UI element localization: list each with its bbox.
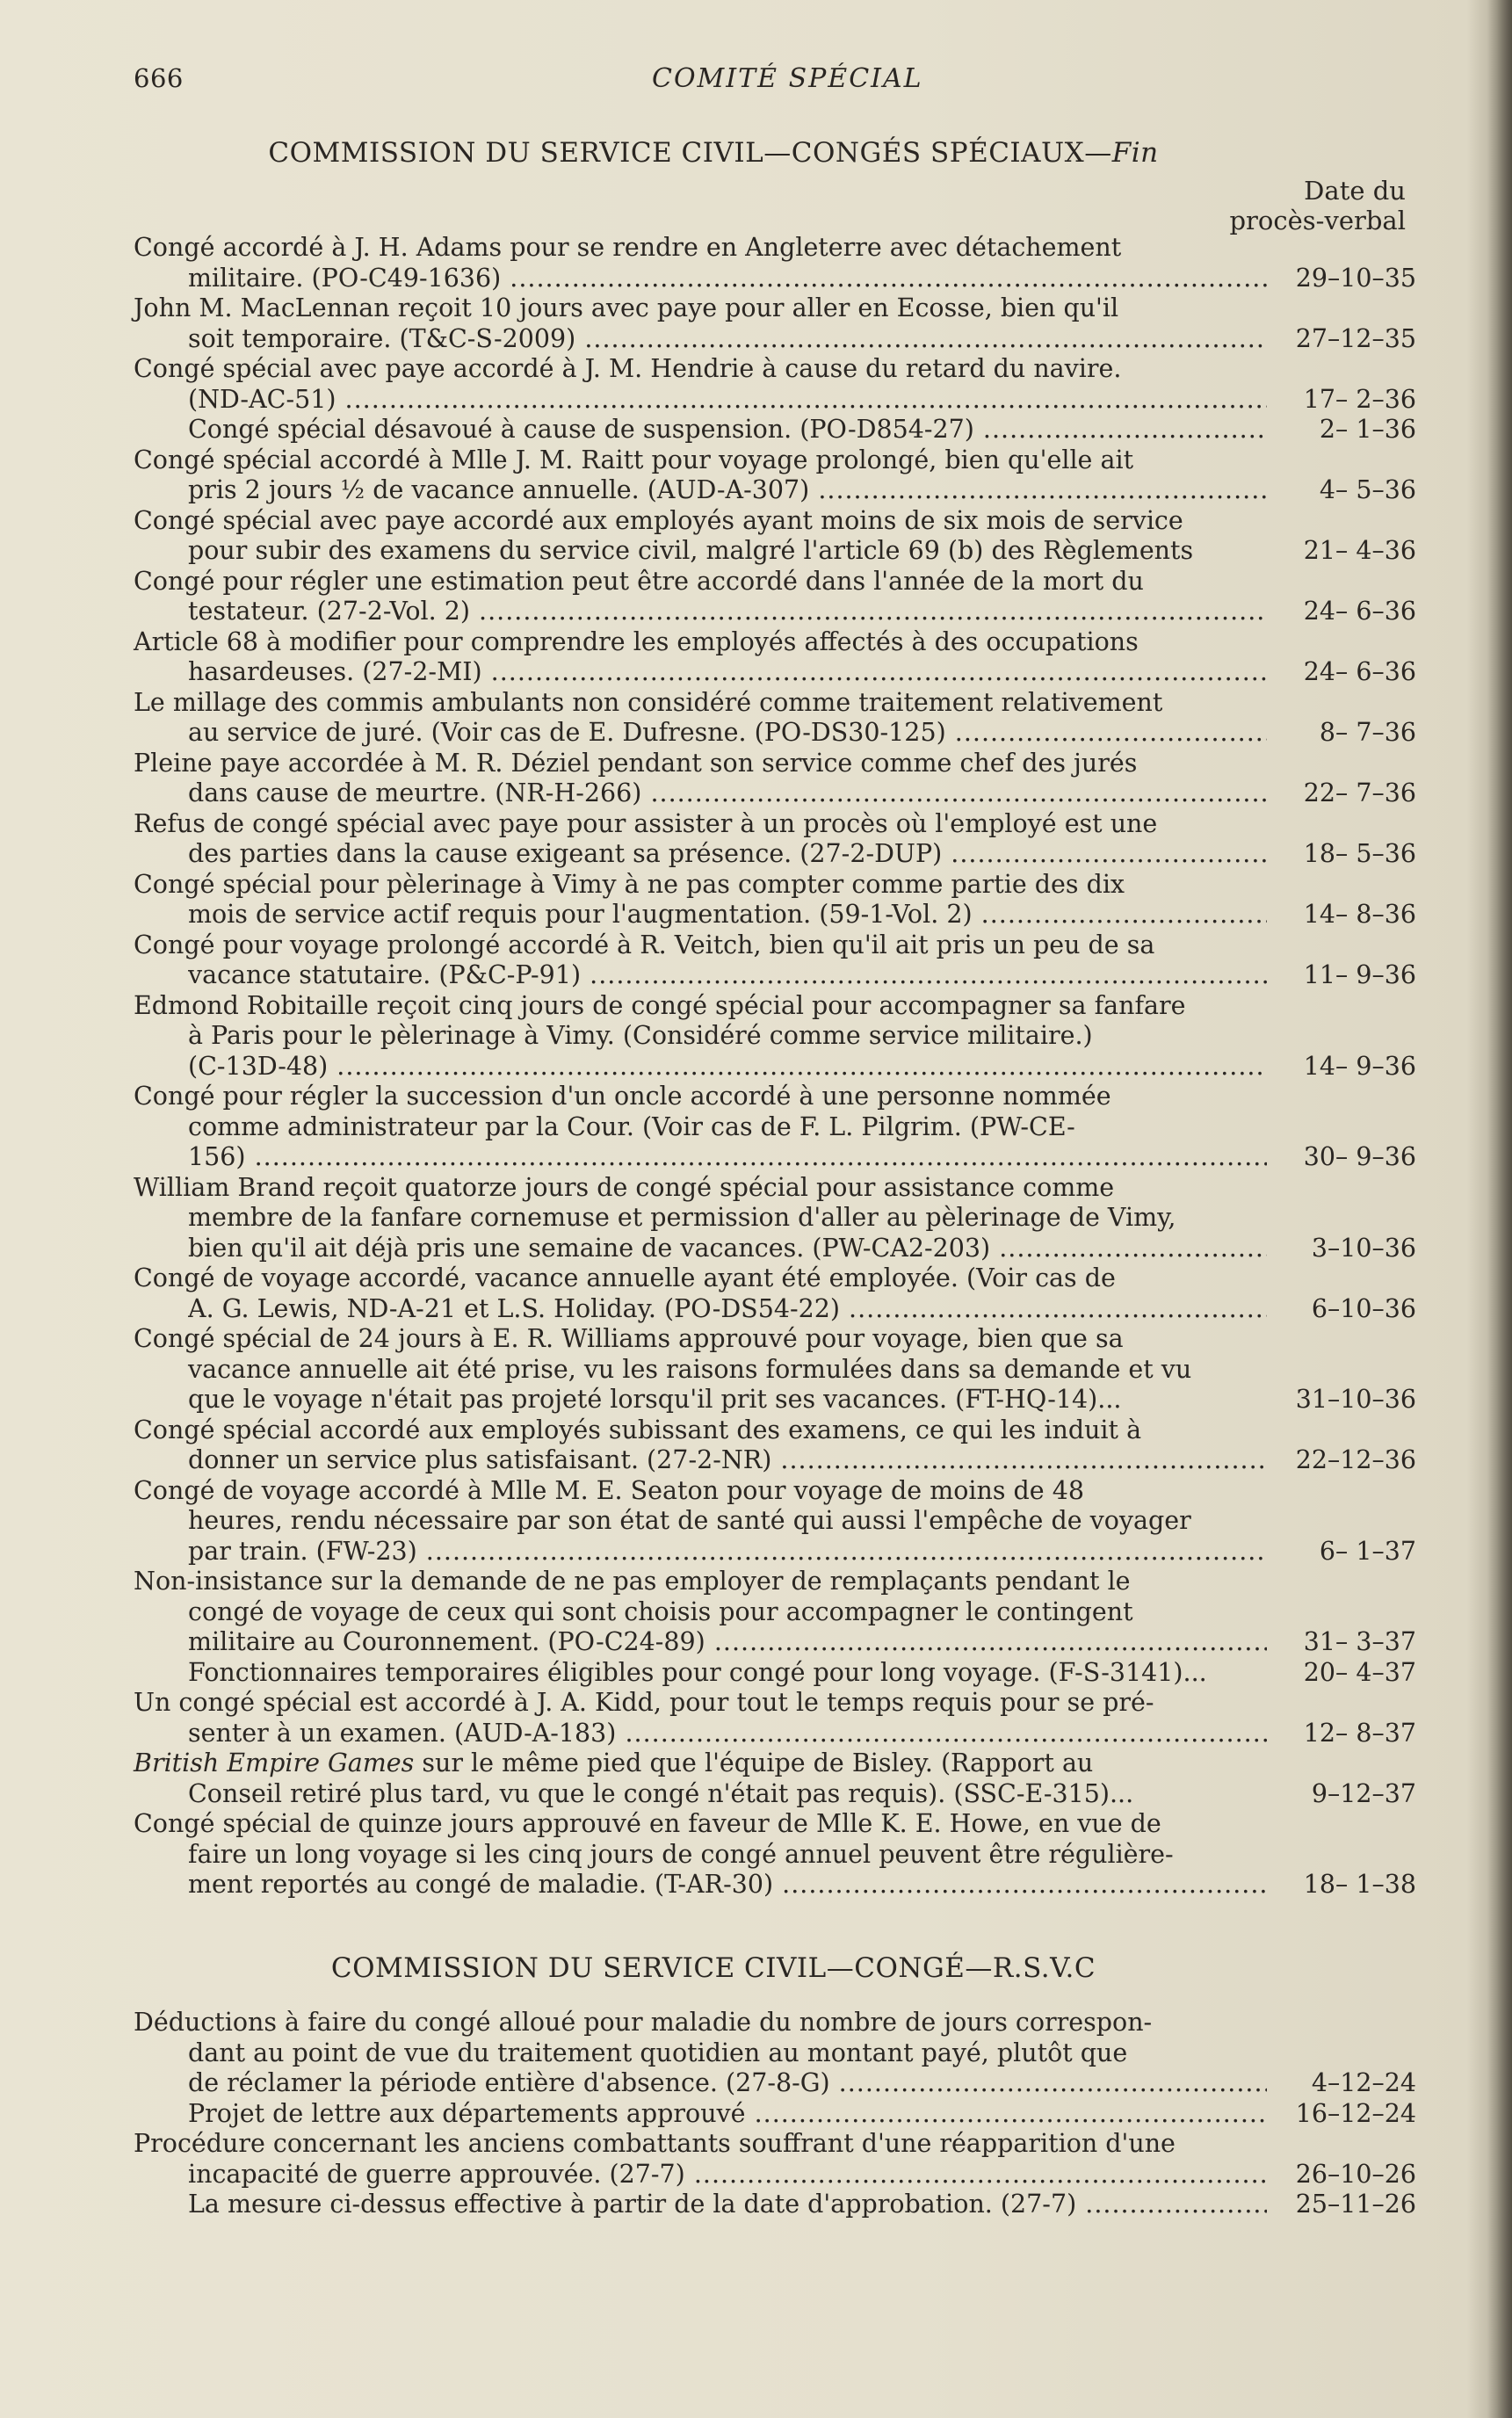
entry-text-line: John M. MacLennan reçoit 10 jours avec paye pour aller en Ecosse, bien qu'il: [134, 293, 1119, 322]
entry-date: 6– 1–37: [1319, 1536, 1416, 1566]
entry-last-line: soit temporaire. (T&C-S-2009) .....: [188, 324, 1267, 355]
page-number: 666: [134, 63, 184, 93]
index-entry: [134, 991, 1425, 1082]
index-entry: [134, 930, 1425, 991]
page-header: [134, 63, 1276, 98]
entry-text-line: Pleine paye accordée à M. R. Déziel pendant son service comme chef des jurés: [134, 748, 1138, 778]
entry-text-line: Refus de congé spécial avec paye pour assister à un procès où l'employé est une: [134, 808, 1158, 838]
entry-last-line: des parties dans la cause exigeant sa présence. (27-2-DUP) .....: [188, 839, 1267, 870]
entry-date: 3–10–36: [1311, 1233, 1416, 1263]
entry-last-line: militaire. (PO-C49-1636) .....: [188, 264, 1267, 294]
entry-text-line: faire un long voyage si les cinq jours de congé annuel peuvent être régulière-: [188, 1839, 1174, 1869]
section-title-rsvc: [134, 1952, 1293, 1984]
entry-text-line: heures, rendu nécessaire par son état de santé qui aussi l'empêche de voyager: [188, 1506, 1191, 1535]
entry-text-line: Congé de voyage accordé, vacance annuelle ayant été employée. (Voir cas de: [134, 1263, 1116, 1292]
entry-text-line: Le millage des commis ambulants non considéré comme traitement relativement: [134, 687, 1163, 717]
entry-text-line: Congé pour voyage prolongé accordé à R. Veitch, bien qu'il ait pris un peu de sa: [134, 930, 1155, 959]
index-entry: [134, 233, 1425, 293]
entry-last-line: La mesure ci-dessus effective à partir de la date d'approbation. (27-7) .....: [188, 2190, 1267, 2220]
entry-text-line: comme administrateur par la Cour. (Voir cas de F. L. Pilgrim. (PW-CE-: [188, 1111, 1075, 1141]
entry-date: 14– 8–36: [1303, 900, 1416, 929]
entry-text-line: vacance annuelle ait été prise, vu les raisons formulées dans sa demande et vu: [188, 1354, 1192, 1384]
entry-date: 6–10–36: [1311, 1293, 1416, 1323]
entry-last-line: donner un service plus satisfaisant. (27-2-NR) .....: [188, 1445, 1267, 1476]
entry-text-line: dant au point de vue du traitement quotidien au montant payé, plutôt que: [188, 2038, 1128, 2067]
entry-last-line: par train. (FW-23) .....: [188, 1537, 1267, 1567]
entry-text-line: Congé spécial de 24 jours à E. R. Williams approuvé pour voyage, bien que sa: [134, 1324, 1124, 1353]
entry-date: 17– 2–36: [1303, 384, 1416, 414]
entry-text-line: British Empire Games sur le même pied que l'équipe de Bisley. (Rapport au: [134, 1748, 1094, 1777]
section-title-conges-speciaux: [134, 137, 1293, 169]
entry-last-line: testateur. (27-2-Vol. 2) .....: [188, 597, 1267, 627]
entry-text-line: membre de la fanfare cornemuse et permission d'aller au pèlerinage de Vimy,: [188, 1203, 1176, 1232]
section-title-text: COMMISSION DU SERVICE CIVIL—CONGÉ—R.S.V.C: [330, 1952, 1096, 1984]
index-entry: [134, 1263, 1425, 1324]
entries-list-section1: [134, 233, 1425, 1900]
index-entry: [134, 1688, 1425, 1748]
index-entry: [134, 2129, 1425, 2190]
entry-date: 16–12–24: [1295, 2098, 1416, 2128]
entry-date: 4–12–24: [1311, 2068, 1416, 2097]
entry-last-line: que le voyage n'était pas projeté lorsqu'il prit ses vacances. (FT-HQ-14)...: [188, 1385, 1122, 1414]
entry-date: 20– 4–37: [1303, 1657, 1416, 1687]
entry-text-line: congé de voyage de ceux qui sont choisis pour accompagner le contingent: [188, 1596, 1133, 1626]
entry-last-line: hasardeuses. (27-2-MI) .....: [188, 657, 1267, 688]
entry-text-line: Congé spécial de quinze jours approuvé en faveur de Mlle K. E. Howe, en vue de: [134, 1809, 1161, 1838]
index-entry: [134, 1415, 1425, 1476]
entry-date: 11– 9–36: [1303, 960, 1416, 989]
entry-text-line: Congé pour régler la succession d'un oncle accordé à une personne nommée: [134, 1082, 1111, 1111]
entry-text-line: William Brand reçoit quatorze jours de congé spécial pour assistance comme: [134, 1172, 1115, 1202]
index-entry: [134, 2099, 1425, 2130]
index-entry: [134, 1748, 1425, 1809]
entry-last-line: ment reportés au congé de maladie. (T-AR-30) .....: [188, 1870, 1267, 1900]
entry-date: 27–12–35: [1295, 323, 1416, 353]
entry-date: 31–10–36: [1295, 1385, 1416, 1414]
running-title: COMITÉ SPÉCIAL: [652, 63, 923, 94]
entry-text-line: à Paris pour le pèlerinage à Vimy. (Considéré comme service militaire.): [188, 1021, 1093, 1050]
entry-date: 25–11–26: [1295, 2190, 1416, 2219]
entry-last-line: Fonctionnaires temporaires éligibles pour congé pour long voyage. (F-S-3141)...: [188, 1657, 1207, 1687]
entry-last-line: senter à un examen. (AUD-A-183) .....: [188, 1719, 1267, 1749]
entry-date: 26–10–26: [1295, 2159, 1416, 2189]
index-entry: [134, 2190, 1425, 2220]
entry-date: 2– 1–36: [1319, 415, 1416, 444]
entry-text-line: Congé spécial avec paye accordé à J. M. Hendrie à cause du retard du navire.: [134, 354, 1122, 383]
section-title-text: COMMISSION DU SERVICE CIVIL—CONGÉS SPÉCIAUX—: [268, 137, 1112, 169]
entry-text-line: Congé spécial accordé aux employés subissant des examens, ce qui les induit à: [134, 1415, 1142, 1444]
entry-last-line: dans cause de meurtre. (NR-H-266) .....: [188, 778, 1267, 809]
entry-last-line: pour subir des examens du service civil, malgré l'article 69 (b) des Règlements: [188, 536, 1194, 565]
entry-text-line: Congé accordé à J. H. Adams pour se rendre en Angleterre avec détachement: [134, 233, 1122, 262]
entry-last-line: (ND-AC-51) .....: [188, 385, 1267, 416]
date-header-line1: Date du: [1304, 176, 1406, 206]
entry-date: 18– 5–36: [1303, 839, 1416, 868]
entry-last-line: vacance statutaire. (P&C-P-91) .....: [188, 960, 1267, 991]
entry-text-line: Congé spécial pour pèlerinage à Vimy à ne pas compter comme partie des dix: [134, 869, 1125, 899]
entry-date: 14– 9–36: [1303, 1051, 1416, 1081]
entry-date: 22–12–36: [1295, 1445, 1416, 1474]
index-entry: [134, 688, 1425, 749]
entry-text-line: Non-insistance sur la demande de ne pas employer de remplaçants pendant le: [134, 1567, 1131, 1596]
index-entry: [134, 293, 1425, 354]
entry-last-line: Conseil retiré plus tard, vu que le congé n'était pas requis). (SSC-E-315)...: [188, 1778, 1134, 1808]
entry-text-line: Procédure concernant les anciens combattants souffrant d'une réapparition d'une: [134, 2129, 1176, 2158]
entry-text-line: Congé spécial avec paye accordé aux employés ayant moins de six mois de service: [134, 505, 1183, 535]
index-entry: [134, 627, 1425, 688]
entry-last-line: (C-13D-48) .....: [188, 1052, 1267, 1082]
index-entry: [134, 1173, 1425, 1264]
index-entry: [134, 1476, 1425, 1567]
entry-date: 12– 8–37: [1303, 1718, 1416, 1748]
index-entry: [134, 1082, 1425, 1173]
entry-text-line: Déductions à faire du congé alloué pour maladie du nombre de jours correspon-: [134, 2008, 1153, 2037]
entry-text-line: Congé spécial accordé à Mlle J. M. Raitt pour voyage prolongé, bien qu'elle ait: [134, 445, 1134, 474]
entry-date: 8– 7–36: [1319, 718, 1416, 747]
index-entry: [134, 445, 1425, 506]
entry-last-line: mois de service actif requis pour l'augmentation. (59-1-Vol. 2) .....: [188, 900, 1267, 930]
entry-date: 24– 6–36: [1303, 597, 1416, 626]
section-title-suffix: Fin: [1111, 137, 1159, 169]
index-entry: [134, 1658, 1425, 1689]
entry-last-line: Congé spécial désavoué à cause de suspension. (PO-D854-27) .....: [188, 415, 1267, 445]
binding-shadow: [1487, 0, 1512, 2418]
entry-date: 29–10–35: [1295, 263, 1416, 293]
entry-last-line: incapacité de guerre approuvée. (27-7) .....: [188, 2160, 1267, 2190]
entry-last-line: bien qu'il ait déjà pris une semaine de vacances. (PW-CA2-203) .....: [188, 1234, 1267, 1264]
index-entry: [134, 2008, 1425, 2099]
entry-date: 31– 3–37: [1303, 1627, 1416, 1656]
entry-date: 24– 6–36: [1303, 657, 1416, 686]
index-entry: [134, 1567, 1425, 1658]
entry-date: 9–12–37: [1311, 1778, 1416, 1808]
entry-text-line: Article 68 à modifier pour comprendre les employés affectés à des occupations: [134, 626, 1139, 656]
index-entry: [134, 506, 1425, 567]
entry-last-line: A. G. Lewis, ND-A-21 et L.S. Holiday. (PO-DS54-22) .....: [188, 1294, 1267, 1325]
index-entry: [134, 809, 1425, 870]
entry-last-line: au service de juré. (Voir cas de E. Dufresne. (PO-DS30-125) .....: [188, 718, 1267, 749]
entry-text-line: Congé de voyage accordé à Mlle M. E. Seaton pour voyage de moins de 48: [134, 1475, 1084, 1505]
entry-last-line: de réclamer la période entière d'absence. (27-8-G) .....: [188, 2068, 1267, 2099]
entry-date: 30– 9–36: [1303, 1142, 1416, 1171]
entry-date: 4– 5–36: [1319, 475, 1416, 504]
entry-last-line: pris 2 jours ½ de vacance annuelle. (AUD-A-307) .....: [188, 475, 1267, 506]
entry-date: 18– 1–38: [1303, 1870, 1416, 1899]
entry-text-line: Un congé spécial est accordé à J. A. Kidd, pour tout le temps requis pour se pré-: [134, 1688, 1154, 1717]
index-entry: [134, 354, 1425, 415]
index-entry: [134, 567, 1425, 627]
entry-italic-title: British Empire Games: [134, 1748, 415, 1777]
date-header-line2: procès-verbal: [1229, 206, 1406, 235]
entry-last-line: 156) .....: [188, 1142, 1267, 1173]
index-entry: [134, 415, 1425, 445]
index-entry: [134, 1324, 1425, 1415]
entry-text-line: Edmond Robitaille reçoit cinq jours de congé spécial pour accompagner sa fanfare: [134, 990, 1186, 1020]
index-entry: [134, 749, 1425, 809]
date-column-header: [1212, 176, 1406, 235]
entry-date: 21– 4–36: [1303, 536, 1416, 565]
entry-last-line: militaire au Couronnement. (PO-C24-89) .....: [188, 1627, 1267, 1658]
index-entry: [134, 1809, 1425, 1900]
entry-last-line: Projet de lettre aux départements approuvé .....: [188, 2099, 1267, 2130]
entry-text-line: Congé pour régler une estimation peut être accordé dans l'année de la mort du: [134, 566, 1144, 596]
index-entry: [134, 870, 1425, 930]
entry-date: 22– 7–36: [1303, 778, 1416, 807]
entries-list-section2: [134, 2008, 1425, 2220]
